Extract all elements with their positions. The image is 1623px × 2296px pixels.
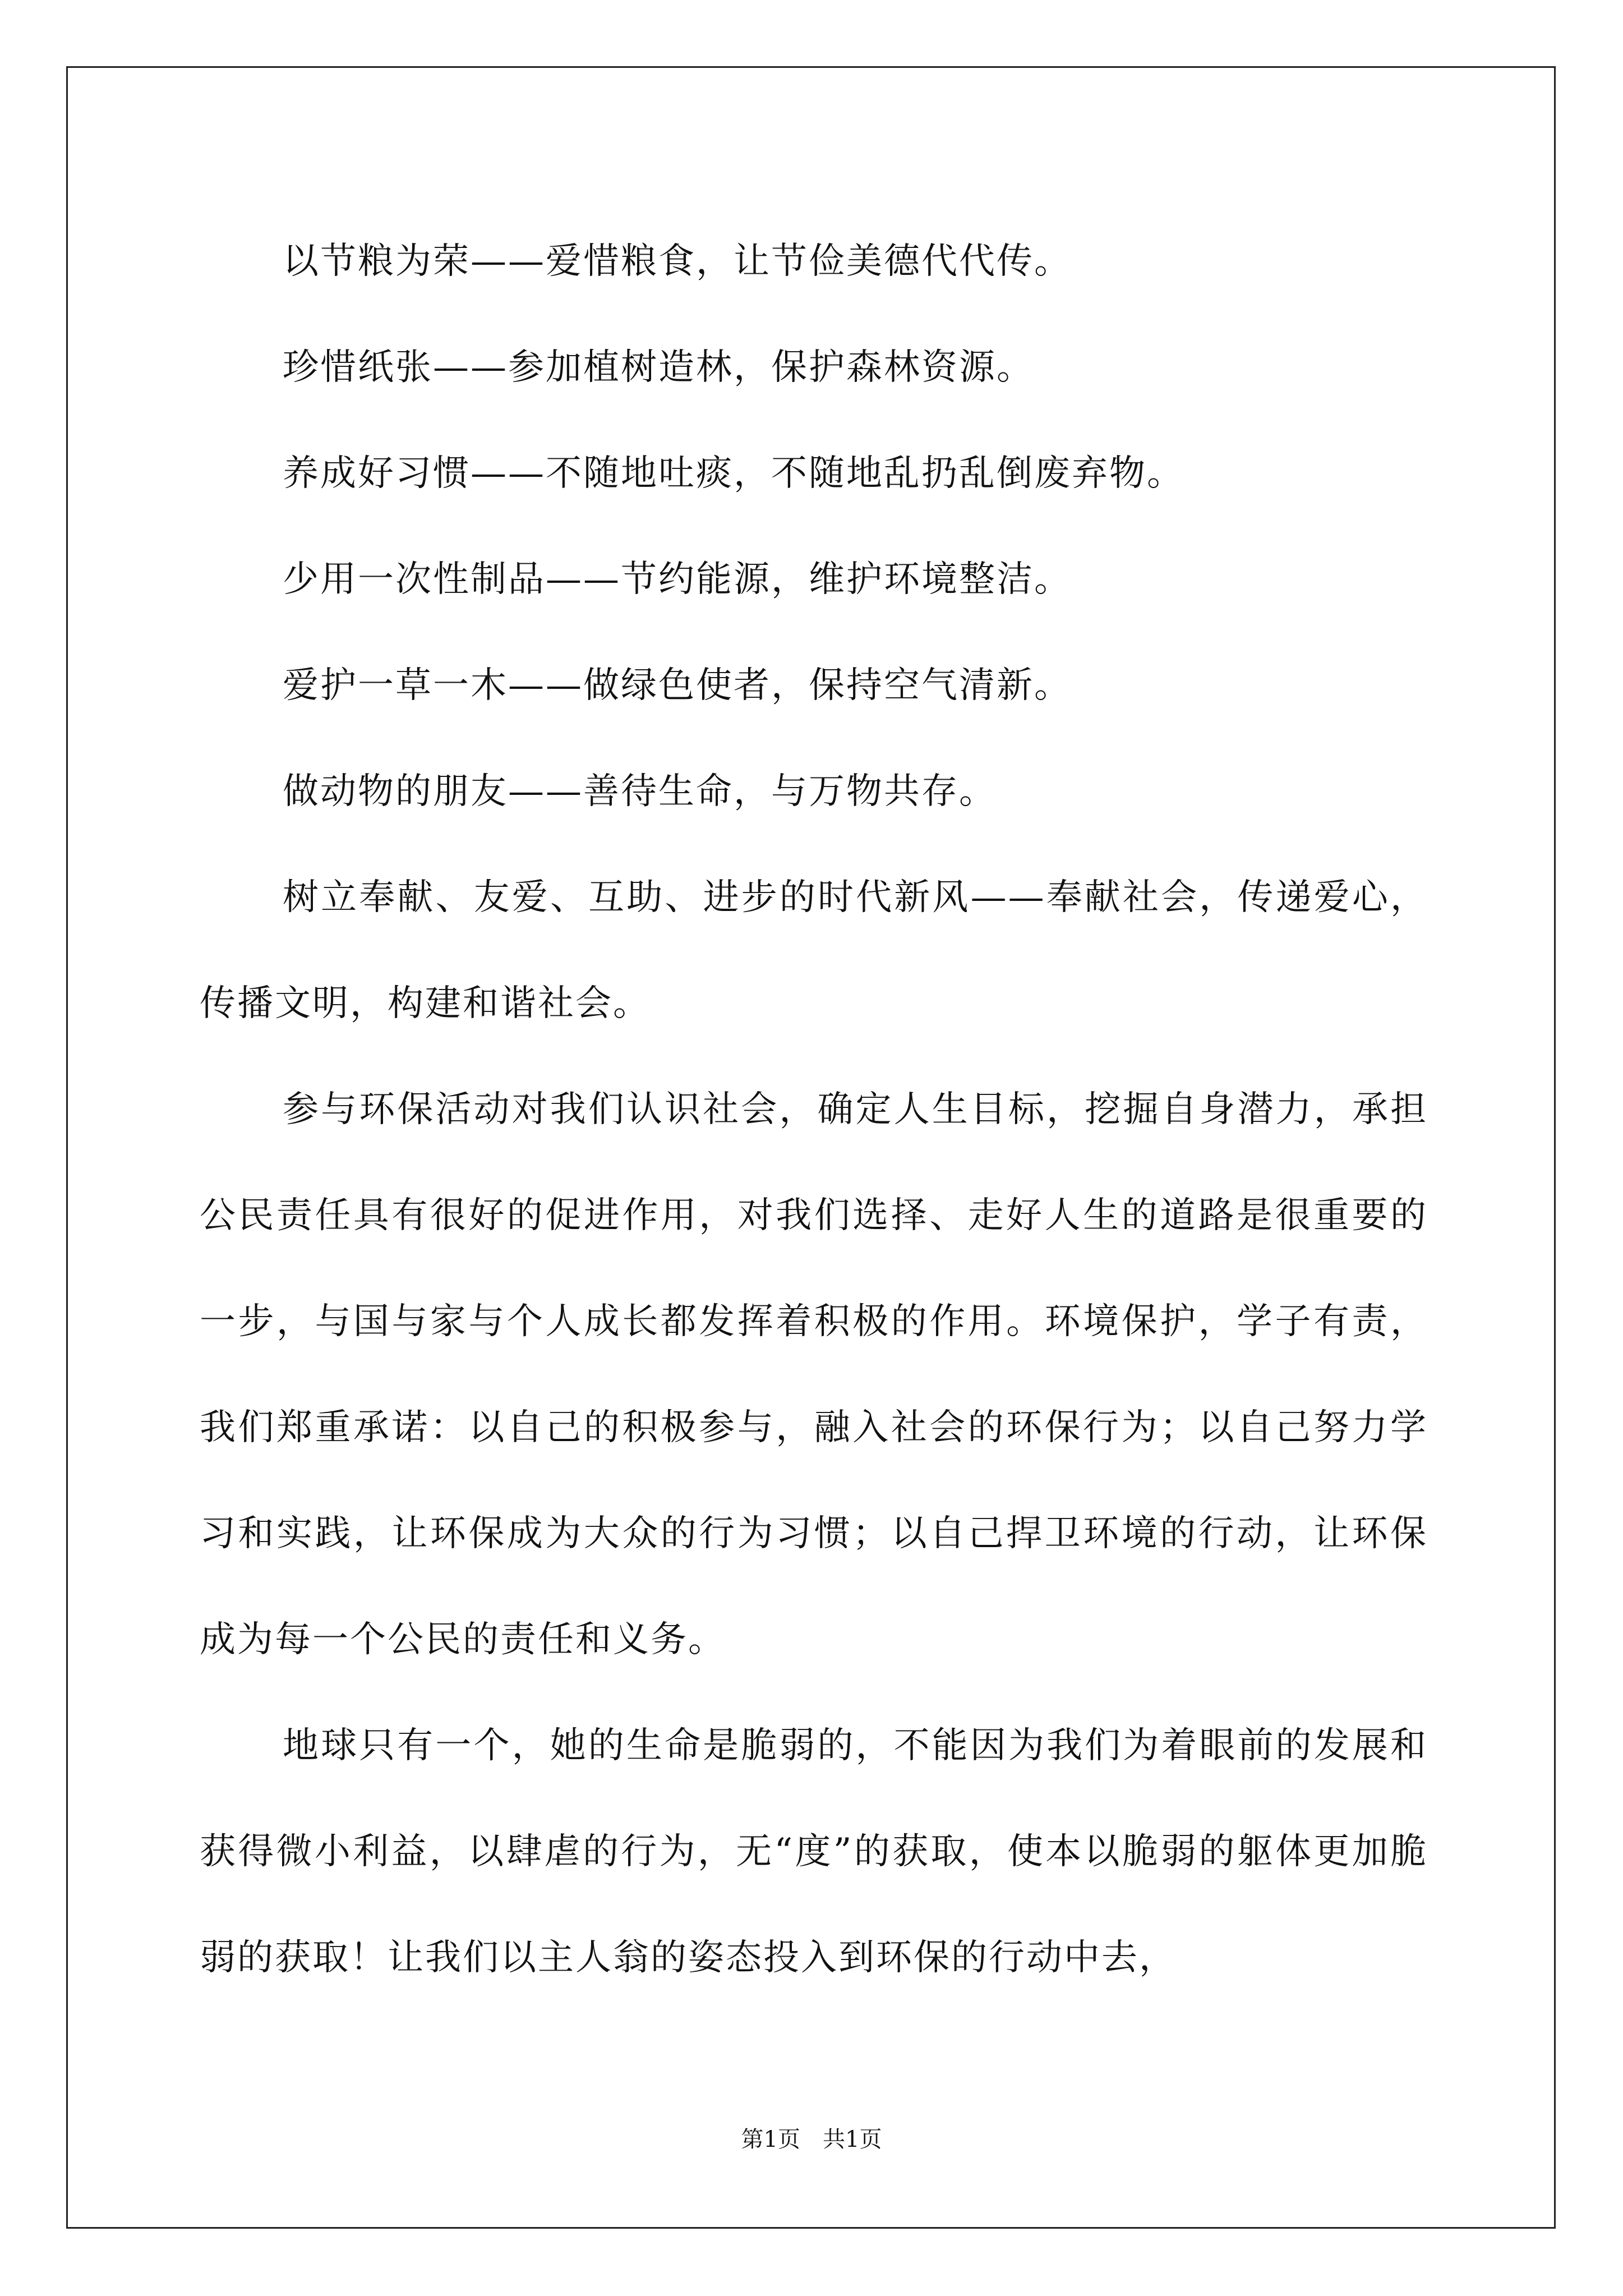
page-footer: 第1页 共1页	[741, 2127, 882, 2152]
paragraph: 珍惜纸张——参加植树造林，保护森林资源。	[283, 347, 1034, 388]
paragraph: 地球只有一个，她的生命是脆弱的，不能因为我们为着眼前的发展和获得微小利益，以肆虐的行为，无“度”的获取，使本以脆弱的躯体更加脆弱的获取！让我们以主人翁的姿态投入到环保的行动中去，	[200, 1725, 1428, 1978]
paragraph: 树立奉献、友爱、互助、进步的时代新风——奉献社会，传递爱心，传播文明，构建和谐社会。	[200, 877, 1428, 1024]
paragraph: 做动物的朋友——善待生命，与万物共存。	[283, 771, 997, 812]
paragraph: 少用一次性制品——节约能源，维护环境整洁。	[283, 559, 1072, 600]
paragraph: 爱护一草一木——做绿色使者，保持空气清新。	[283, 665, 1072, 706]
paragraph: 养成好习惯——不随地吐痰，不随地乱扔乱倒废弃物。	[283, 453, 1184, 494]
document-body	[200, 209, 1428, 2011]
paragraph: 参与环保活动对我们认识社会，确定人生目标，挖掘自身潜力，承担公民责任具有很好的促进作用，对我们选择、走好人生的道路是很重要的一步，与国与家与个人成长都发挥着积极的作用。环境保护，学子有责，我们郑重承诺：以自己的积极参与，融入社会的环保行为；以自己努力学习和实践，让环保成为大众的行为习惯；以自己捍卫环境的行动，让环保成为每一个公民的责任和义务。	[200, 1089, 1428, 1660]
paragraph: 以节粮为荣——爱惜粮食，让节俭美德代代传。	[283, 241, 1072, 282]
